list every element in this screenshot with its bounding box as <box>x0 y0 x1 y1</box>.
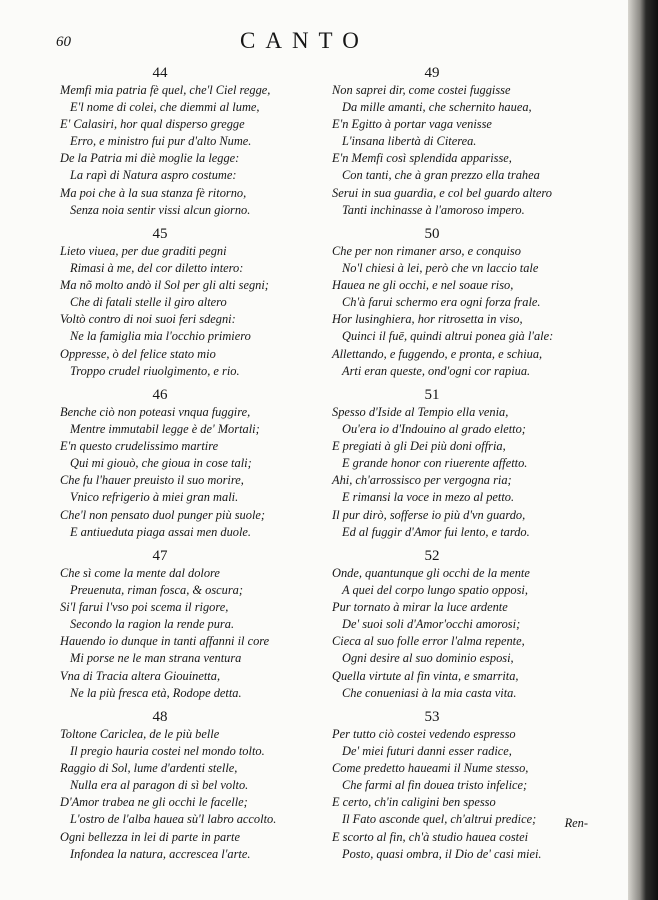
book-binding-edge <box>628 0 658 900</box>
verse-line: Toltone Cariclea, de le più belle <box>60 727 220 741</box>
stanza <box>60 386 340 547</box>
verse-line: Tanti inchinasse à l'amoroso impero. <box>342 202 525 217</box>
verse-line: Da mille amanti, che schernito hauea, <box>342 100 532 115</box>
verse-line: Si'l farui l'vso poi scema il rigore, <box>60 600 229 615</box>
verse-line: Ch'à farui schermo era ogni forza frale. <box>342 295 541 310</box>
verse-line: Cieca al suo folle error l'alma repente, <box>332 634 525 649</box>
verse-line: Hauendo io dunque in tanti affanni il core <box>60 634 270 649</box>
verse-line: Ma nõ molto andò il Sol per gli alti segni; <box>60 278 269 293</box>
stanza-number: 53 <box>424 709 440 725</box>
verse-line: Che'l non pensato duol punger più suole; <box>60 507 266 522</box>
verse-line: E grande honor con riuerente affetto. <box>342 456 528 471</box>
verse-line: E' Calasiri, hor qual disperso gregge <box>60 117 245 132</box>
verse-line: Hor lusinghiera, hor ritrosetta in viso, <box>332 312 523 327</box>
verse-line: D'Amor trabea ne gli occhi le facelle; <box>60 795 248 810</box>
verse-line: Il pregio hauria costei nel mondo tolto. <box>70 744 265 759</box>
stanza-number: 46 <box>152 387 168 403</box>
verse-line: Lieto viuea, per due graditi pegni <box>60 244 227 258</box>
stanza <box>60 708 340 869</box>
verse-line: Che fu l'hauer preuisto il suo morire, <box>60 473 244 488</box>
catchword: Ren- <box>564 816 588 830</box>
stanza-number: 50 <box>424 226 440 242</box>
verse-line: Rimasi à me, del cor diletto intero: <box>70 261 244 276</box>
verse-line: Ma poi che à la sua stanza fè ritorno, <box>60 185 247 200</box>
verse-line: A quei del corpo lungo spatio opposi, <box>342 583 528 598</box>
stanza-number: 47 <box>152 548 168 564</box>
running-head: CANTO <box>240 28 369 53</box>
verse-line: E antiueduta piaga assai men duole. <box>70 524 252 539</box>
verse-line: De la Patria mi diè moglie la legge: <box>60 151 240 166</box>
stanza-number: 49 <box>424 65 440 81</box>
verse-line: Nulla era al paragon di sì bel volto. <box>70 778 249 793</box>
verse-line: Senza noia sentir vissi alcun giorno. <box>70 202 251 217</box>
verse-line: Ahi, ch'arrossisco per vergogna ria; <box>332 473 512 488</box>
verse-line: L'ostro de l'alba hauea sù'l labro accolto. <box>70 812 277 827</box>
verse-line: De' suoi soli d'Amor'occhi amorosi; <box>342 617 521 632</box>
verse-line: Ne la famiglia mia l'occhio primiero <box>70 329 251 344</box>
verse-line: Oppresse, ò del felice stato mio <box>60 346 216 361</box>
verse-line: Quinci il fuē, quindi altrui ponea già l'ale: <box>342 329 554 344</box>
verse-line: Che per non rimaner arso, e conquiso <box>332 244 521 258</box>
left-column <box>60 64 340 869</box>
verse-line: E certo, ch'in caligini ben spesso <box>332 795 496 810</box>
verse-line: No'l chiesi à lei, però che vn laccio tale <box>342 261 539 276</box>
verse-line: E scorto al fin, ch'à studio hauea costei <box>332 829 529 844</box>
verse-line: Come predetto haueami il Nume stesso, <box>332 761 529 776</box>
stanza <box>332 547 612 708</box>
verse-line: Preuenuta, riman fosca, & oscura; <box>70 583 243 598</box>
verse-line: E pregiati à gli Dei più doni offria, <box>332 439 506 454</box>
verse-line: E'n Egitto à portar vaga venisse <box>332 117 492 132</box>
verse-line: Vnico refrigerio à miei gran mali. <box>70 490 239 505</box>
verse-line: Voltò contro di noi suoi feri sdegni: <box>60 312 236 327</box>
verse-line: Che farmi al fin douea tristo infelice; <box>342 778 528 793</box>
verse-line: Memfi mia patria fè quel, che'l Ciel regge, <box>60 83 271 97</box>
verse-line: E rimansi la voce in mezo al petto. <box>342 490 515 505</box>
stanza <box>60 547 340 708</box>
verse-line: E'l nome di colei, che diemmi al lume, <box>70 100 260 115</box>
stanza <box>332 64 612 225</box>
page-number: 60 <box>56 34 71 50</box>
verse-line: Spesso d'Iside al Tempio ella venia, <box>332 405 509 419</box>
verse-line: Pur tornato à mirar la luce ardente <box>332 600 508 615</box>
stanza-number: 51 <box>424 387 440 403</box>
verse-line: Non saprei dir, come costei fuggisse <box>332 83 511 97</box>
verse-line: Il pur dirò, sofferse io più d'vn guardo, <box>332 507 526 522</box>
verse-line: Onde, quantunque gli occhi de la mente <box>332 566 530 580</box>
verse-line: Ed al fuggir d'Amor fui lento, e tardo. <box>342 524 530 539</box>
verse-line: Qui mi giouò, che gioua in cose tali; <box>70 456 252 471</box>
verse-line: Arti eran queste, ond'ogni cor rapiua. <box>342 363 531 378</box>
verse-line: Raggio di Sol, lume d'ardenti stelle, <box>60 761 238 776</box>
verse-line: Vna di Tracia altera Giouinetta, <box>60 668 221 683</box>
verse-line: Posto, quasi ombra, il Dio de' casi miei. <box>342 846 542 861</box>
stanza <box>60 64 340 225</box>
stanza <box>332 708 612 869</box>
stanza-number: 48 <box>152 709 168 725</box>
verse-line: Per tutto ciò costei vedendo espresso <box>332 727 516 741</box>
verse-line: Che di fatali stelle il giro altero <box>70 295 227 310</box>
verse-line: Allettando, e fuggendo, e pronta, e schiua, <box>332 346 543 361</box>
verse-line: Infondea la natura, accresceа l'arte. <box>70 846 251 861</box>
verse-line: Ne la più fresca età, Rodope detta. <box>70 685 242 700</box>
stanza-number: 44 <box>152 65 168 81</box>
verse-line: De' miei futuri danni esser radice, <box>342 744 512 759</box>
stanza-number: 52 <box>424 548 440 564</box>
stanza <box>332 225 612 386</box>
verse-line: Ogni desire al suo dominio esposi, <box>342 651 514 666</box>
verse-line: Benche ciò non poteasi vnqua fuggire, <box>60 405 251 419</box>
verse-line: L'insana libertà di Citerea. <box>342 134 477 149</box>
verse-line: Mentre immutabil legge è de' Mortali; <box>70 422 260 437</box>
verse-line: Secondo la ragion la rende pura. <box>70 617 235 632</box>
verse-line: E'n questo crudelissimo martire <box>60 439 219 454</box>
stanza-number: 45 <box>152 226 168 242</box>
verse-line: Quella virtute al fin vinta, e smarrita, <box>332 668 519 683</box>
verse-line: Erro, e ministro fui pur d'alto Nume. <box>70 134 252 149</box>
verse-line: Con tanti, che à gran prezzo ella trahea <box>342 168 540 183</box>
verse-line: Che sì come la mente dal dolore <box>60 566 220 580</box>
verse-line: Ogni bellezza in lei di parte in parte <box>60 829 240 844</box>
right-column <box>332 64 612 869</box>
verse-line: Mi porse ne le man strana ventura <box>70 651 242 666</box>
verse-line: Ou'era io d'Indouino al grado eletto; <box>342 422 526 437</box>
stanza <box>60 225 340 386</box>
verse-line: Hauea ne gli occhi, e nel soaue riso, <box>332 278 514 293</box>
stanza <box>332 386 612 547</box>
verse-line: E'n Memfi così splendida apparisse, <box>332 151 512 166</box>
verse-line: Serui in sua guardia, e col bel guardo altero <box>332 185 552 200</box>
verse-line: La rapì di Natura aspro costume: <box>70 168 237 183</box>
verse-line: Che conueniasi à la mia casta vita. <box>342 685 517 700</box>
verse-line: Il Fato asconde quel, ch'altrui predice; <box>342 812 537 827</box>
verse-line: Troppo crudel riuolgimento, e rio. <box>70 363 240 378</box>
